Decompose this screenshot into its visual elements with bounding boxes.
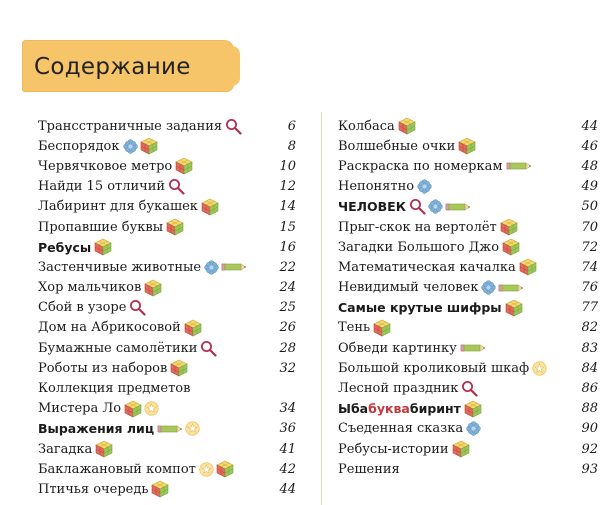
toc-entry-page: 84 [581, 360, 598, 376]
toc-entry-page: 83 [581, 340, 598, 356]
toc-entry-page: 70 [581, 219, 598, 235]
toc-entry-page: 77 [581, 300, 598, 316]
toc-entry-title: Загадки Большого Джо [338, 239, 500, 255]
toc-entry-page: 48 [581, 158, 598, 174]
toc-entry-title: Мистера Ло [38, 401, 122, 417]
toc-entry-icons [199, 460, 234, 478]
toc-entry[interactable] [338, 459, 598, 479]
toc-entry-icons [123, 137, 158, 155]
pencil-icon [221, 262, 247, 272]
toc-entry-title: Съеденная сказка [338, 421, 464, 437]
toc-entry-title: Найди 15 отличий [38, 179, 166, 195]
toc-entry-page: 22 [279, 259, 296, 275]
toc-entry[interactable] [338, 318, 598, 338]
toc-entry-title: Колбаса [338, 118, 395, 134]
toc-entry-icons [502, 238, 520, 256]
toc-entry-icons [409, 198, 471, 215]
toc-entry-title: Ребусы-истории [338, 441, 449, 457]
toc-entry[interactable] [38, 257, 296, 277]
toc-entry[interactable] [38, 439, 296, 459]
toc-entry-icons [94, 238, 112, 256]
pencil-icon [506, 161, 532, 171]
cube-icon [140, 137, 158, 155]
toc-entry[interactable] [338, 197, 598, 217]
toc-entry-icons [168, 178, 185, 195]
toc-entry-title: Сбой в узоре [38, 300, 127, 316]
toc-entry-title: Червячковое метро [38, 158, 173, 174]
toc-entry-title-part: буква [368, 401, 410, 417]
toc-entry[interactable] [338, 358, 598, 378]
cube-icon [452, 440, 470, 458]
cube-icon [373, 319, 391, 337]
toc-entry-title: Загадка [38, 441, 93, 457]
toc-entry[interactable] [338, 257, 598, 277]
toc-entry-title: Волшебные очки [338, 138, 456, 154]
toc-entry-title: Большой кроликовый шкаф [338, 360, 530, 376]
toc-entry-page: 28 [279, 340, 296, 356]
toc-entry-title: Хор мальчиков [38, 280, 142, 296]
column-divider [321, 112, 322, 505]
toc-entry[interactable] [38, 177, 296, 197]
toc-entry[interactable] [338, 419, 598, 439]
magnifier-icon [129, 299, 146, 316]
toc-entry[interactable] [38, 378, 296, 398]
toc-entry-icons [458, 137, 476, 155]
toc-entry-icons [166, 218, 184, 236]
toc-entry-icons [95, 440, 113, 458]
toc-entry-page: 34 [279, 401, 296, 417]
toc-entry-page: 42 [279, 461, 296, 477]
cube-icon [502, 238, 520, 256]
toc-entry-icons [398, 117, 416, 135]
cube-icon [519, 258, 537, 276]
toc-entry[interactable] [38, 459, 296, 479]
toc-entry-icons [175, 157, 193, 175]
toc-entry-page: 44 [581, 118, 598, 134]
toc-entry-page: 25 [279, 300, 296, 316]
toc-entry-icons [225, 118, 242, 135]
toc-entry[interactable] [338, 278, 598, 298]
toc-entry[interactable] [338, 298, 598, 318]
pencil-icon [445, 202, 471, 212]
toc-entry[interactable] [338, 136, 598, 156]
toc-entry[interactable] [38, 156, 296, 176]
toc-entry-title: Выражения лиц [38, 421, 155, 437]
toc-entry-page: 74 [581, 259, 598, 275]
cube-icon [151, 480, 169, 498]
toc-entry-title: Тень [338, 320, 371, 336]
toc-entry[interactable] [38, 217, 296, 237]
toc-entry-icons [201, 198, 219, 216]
toc-entry[interactable] [338, 439, 598, 459]
cube-icon [175, 157, 193, 175]
toc-entry[interactable] [38, 298, 296, 318]
toc-entry-title: Пропавшие буквы [38, 219, 164, 235]
toc-entry-page: 92 [581, 441, 598, 457]
toc-entry[interactable] [338, 217, 598, 237]
toc-entry-icons [464, 400, 482, 418]
toc-entry-icons [184, 319, 202, 337]
cube-icon [201, 198, 219, 216]
cube-icon [458, 137, 476, 155]
toc-entry-page: 15 [279, 219, 296, 235]
toc-entry-page: 24 [279, 280, 296, 296]
toc-entry-title: ЧЕЛОВЕК [338, 199, 406, 215]
toc-entry-title: Коллекция предметов [38, 381, 191, 397]
star-icon [532, 361, 547, 376]
toc-entry-title: Невидимый человек [338, 280, 479, 296]
star-icon [144, 401, 159, 416]
toc-entry[interactable] [38, 318, 296, 338]
toc-entry-title: Обведи картинку [338, 340, 457, 356]
toc-entry-page: 26 [279, 320, 296, 336]
toc-entry-icons [204, 260, 247, 275]
toc-entry-title: Беспорядок [38, 138, 120, 154]
toc-entry-page: 46 [581, 138, 598, 154]
page-title: Содержание [34, 54, 191, 80]
toc-entry-page: 90 [581, 421, 598, 437]
toc-entry-title: Ребусы [38, 239, 92, 255]
toc-entry-icons [373, 319, 391, 337]
toc-entry-title: Самые крутые шифры [338, 300, 502, 316]
flower-icon [481, 280, 496, 295]
magnifier-icon [225, 118, 242, 135]
toc-entry[interactable] [338, 177, 598, 197]
toc-entry-title-part: биринт [409, 401, 461, 417]
toc-entry-icons [466, 421, 481, 436]
toc-entry-page: 36 [279, 421, 296, 437]
toc-entry[interactable] [38, 419, 296, 439]
toc-entry[interactable] [338, 156, 598, 176]
toc-entry-page: 8 [287, 138, 296, 154]
toc-entry-page: 6 [287, 118, 296, 134]
cube-icon [170, 359, 188, 377]
toc-entry-page: 88 [581, 401, 598, 417]
cube-icon [95, 440, 113, 458]
toc-entry[interactable] [38, 116, 296, 136]
toc-entry-page: 14 [279, 199, 296, 215]
toc-entry[interactable] [38, 338, 296, 358]
cube-icon [124, 400, 142, 418]
toc-entry-title: Раскраска по номеркам [338, 158, 503, 174]
toc-entry-title: Лесной праздник [338, 381, 459, 397]
pencil-icon [460, 343, 486, 353]
toc-entry-icons [481, 280, 524, 295]
toc-entry-icons [532, 361, 547, 376]
toc-entry-page: 16 [279, 239, 296, 255]
cube-icon [464, 400, 482, 418]
toc-entry-title: Бумажные самолётики [38, 340, 198, 356]
toc-entry-title: Непонятно [338, 179, 415, 195]
toc-entry-title: Роботы из наборов [38, 360, 168, 376]
toc-entry-icons [506, 161, 532, 171]
cube-icon [166, 218, 184, 236]
toc-entry-title-part: Ыба [338, 401, 369, 417]
flower-icon [466, 421, 481, 436]
toc-entry-page: 72 [581, 239, 598, 255]
cube-icon [398, 117, 416, 135]
toc-entry[interactable] [338, 116, 598, 136]
cube-icon [94, 238, 112, 256]
pencil-icon [157, 424, 183, 434]
flower-icon [428, 199, 443, 214]
toc-entry[interactable] [38, 479, 296, 499]
toc-entry[interactable] [38, 197, 296, 217]
toc-entry-icons [519, 258, 537, 276]
toc-entry-icons [417, 179, 432, 194]
toc-column-left [38, 116, 296, 500]
cube-icon [505, 299, 523, 317]
toc-entry-page: 41 [279, 441, 296, 457]
star-icon [185, 421, 200, 436]
star-icon [199, 462, 214, 477]
toc-entry[interactable] [38, 358, 296, 378]
toc-entry-icons [200, 340, 217, 357]
cube-icon [184, 319, 202, 337]
pencil-icon [498, 283, 524, 293]
toc-entry-title: Дом на Абрикосовой [38, 320, 181, 336]
flower-icon [204, 260, 219, 275]
toc-entry-icons [157, 421, 200, 436]
cube-icon [144, 279, 162, 297]
toc-entry-icons [124, 400, 159, 418]
toc-entry-icons [461, 380, 478, 397]
toc-entry[interactable] [38, 136, 296, 156]
toc-entry-page: 86 [581, 381, 598, 397]
toc-entry-title [338, 401, 461, 416]
magnifier-icon [168, 178, 185, 195]
toc-entry-title: Баклажановый компот [38, 461, 196, 477]
toc-entry-page: 93 [581, 461, 598, 477]
toc-entry-page: 76 [581, 280, 598, 296]
flower-icon [417, 179, 432, 194]
toc-entry[interactable] [338, 399, 598, 419]
toc-entry-title: Трансстраничные задания [38, 118, 223, 134]
magnifier-icon [461, 380, 478, 397]
toc-entry-title: Решения [338, 461, 400, 477]
toc-entry[interactable] [338, 237, 598, 257]
magnifier-icon [409, 198, 426, 215]
magnifier-icon [200, 340, 217, 357]
toc-entry[interactable] [38, 237, 296, 257]
toc-entry-title: Лабиринт для букашек [38, 199, 198, 215]
toc-entry-title: Прыг-скок на вертолёт [338, 219, 497, 235]
toc-entry[interactable] [338, 378, 598, 398]
toc-entry-title: Птичья очередь [38, 481, 149, 497]
toc-entry-page: 82 [581, 320, 598, 336]
toc-entry[interactable] [338, 338, 598, 358]
toc-entry-page: 44 [279, 481, 296, 497]
toc-entry-icons [460, 343, 486, 353]
cube-icon [216, 460, 234, 478]
toc-entry-icons [151, 480, 169, 498]
toc-entry-icons [129, 299, 146, 316]
toc-entry-page: 10 [279, 158, 296, 174]
flower-icon [123, 139, 138, 154]
toc-entry-icons [452, 440, 470, 458]
toc-entry-icons [500, 218, 518, 236]
toc-entry[interactable] [38, 278, 296, 298]
toc-entry-page: 50 [581, 199, 598, 215]
toc-entry-icons [144, 279, 162, 297]
toc-entry-title: Застенчивые животные [38, 259, 202, 275]
toc-entry-page: 32 [279, 360, 296, 376]
toc-entry-page: 12 [279, 179, 296, 195]
toc-entry-icons [170, 359, 188, 377]
cube-icon [500, 218, 518, 236]
toc-column-right [338, 116, 598, 479]
toc-entry-page: 49 [581, 179, 598, 195]
toc-entry-icons [505, 299, 523, 317]
toc-entry[interactable] [38, 399, 296, 419]
toc-entry-title: Математическая качалка [338, 259, 516, 275]
